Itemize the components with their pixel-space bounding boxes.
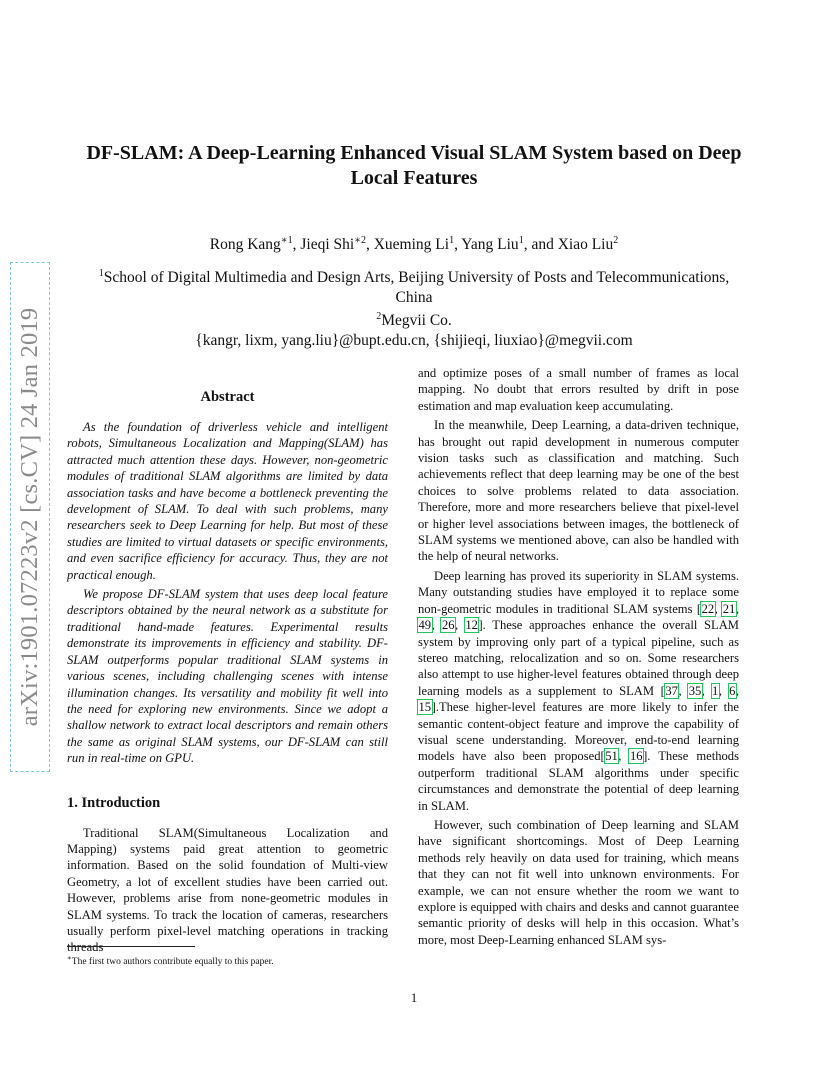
left-column [67,388,388,956]
citation-link[interactable]: 15 [418,700,432,715]
author-sep: , [365,236,374,254]
footnote-mark: ∗ [67,954,72,962]
abstract-paragraph-2: We propose DF-SLAM system that uses deep local feature descriptors obtained by the neural network as a substitute for traditional hand-made features. Experimental results demonstrate its improvements in efficiency and stability. DF-SLAM outperforms popular traditional SLAM systems in various scenes, including challenging scenes with intense illumination changes. Its versatility and mobility fit well into the need for exploring new environments. Since we adopt a shallow network to extract local descriptors and remain others the same as original SLAM systems, our DF-SLAM can still run in real-time on GPU. [67,587,388,766]
author-name: Xueming Li [373,236,450,254]
footnote [67,952,397,968]
citation-link[interactable]: 21 [722,601,736,616]
author-sep: , [454,236,462,254]
text-run: .These higher-level features are more likely to infer the semantic content-object feature and improve the capability of visual scene understanding. Moreover, end-to-end learning models have also been proposed [418,700,739,764]
text-run: Deep learning has proved its superiority in SLAM systems. Many outstanding studies have employed it to replace some non-geometric modules in traditional SLAM systems [418,568,739,616]
affiliation-2-text: Megvii Co. [381,312,452,330]
author-sep: , and [523,236,558,254]
body-paragraph-related-work: Deep learning has proved its superiority in SLAM systems. Many outstanding studies have employed it to replace some non-geometric modules in traditional SLAM systems [22, 21, 49, 26, 12]. These approaches enhance the overall SLAM system by improving only part of a typical pipeline, such as stereo matching, relocalization and so on. Some researchers also attempt to use higher-level features obtained through deep learning models as a supplement to SLAM [37, 35, 1, 6, 15].These higher-level features are more likely to infer the semantic content-object feature and improve the capability of visual scene understanding. Moreover, end-to-end learning models have also been proposed[51, 16]. These methods outperform traditional SLAM algorithms under specific circumstances and demonstrate the potential of deep learning in SLAM. [418,568,740,813]
page-number: 1 [410,990,418,1005]
citation-link[interactable]: 1 [712,683,719,698]
citation-link[interactable]: 51 [605,749,618,764]
affiliation-1 [70,264,758,288]
author-mark: 2 [613,235,619,246]
abstract-section [67,388,388,767]
author-mark: 1 [449,235,455,246]
right-column [418,365,739,948]
author-mark: 1 [518,235,524,246]
author-emails: {kangr, lixm, yang.liu}@bupt.edu.cn, {shijieqi, liuxiao}@megvii.com [195,331,633,349]
body-paragraph-continued: and optimize poses of a small number of frames as local mapping. No doubt that errors resulted by drift in pose estimation and map evaluation keep accumulating. [418,366,739,413]
citation-link[interactable]: 6 [729,683,736,698]
arxiv-stamp-text: arXiv:1901.07223v2 [cs.CV] 24 Jan 2019 [16,307,43,727]
paper-title [70,141,758,191]
affiliation-mark: 1 [98,268,104,279]
affiliation-2 [70,307,758,331]
author-name: Yang Liu [461,236,519,254]
citation-link[interactable]: 37 [665,683,678,698]
affiliations [70,264,758,350]
author-name: Rong Kang [209,236,281,254]
citation-link[interactable]: 22 [701,601,715,616]
citation-link[interactable]: 35 [688,683,702,698]
author-list [70,231,758,255]
citation-link[interactable]: 12 [465,618,478,633]
affiliation-1-country: China [395,288,433,306]
body-paragraph-deep-learning: In the meanwhile, Deep Learning, a data-driven technique, has brought out rapid development in numerous computer vision tasks such as classification and matching. Such achievements reflect that deep learning may be one of the best choices to solve problems related to data association. Therefore, more and more researchers believe that pixel-level or higher level associations between images, the bottleneck of SLAM systems we mentioned above, can also be handled with the help of neural networks. [418,418,739,564]
author-mark: ∗2 [354,235,366,246]
abstract-paragraph-1: As the foundation of driverless vehicle and intelligent robots, Simultaneous Localization and Mapping(SLAM) has attracted much attention these days. However, non-geometric modules of traditional SLAM algorithms are limited by data association tasks and have become a bottleneck preventing the development of SLAM. To deal with such problems, many researchers seek to Deep Learning for help. But most of these studies are limited to virtual datasets or specific environments, and even sacrifice efficiency for accuracy. Thus, they are not practical enough. [67,420,388,582]
body-paragraph-shortcomings: However, such combination of Deep learning and SLAM have significant shortcomings. Most of Deep Learning methods rely heavily on data used for training, which means that they can not fit well into unknown environments. For example, we can not ensure whether the room we want to explore is equipped with chairs and desks and cannot guarantee semantic priority of desks will help in this occasion. What’s more, most Deep-Learning enhanced SLAM sys- [418,817,739,947]
title-line-2: Local Features [350,167,478,189]
footnote-text: The first two authors contribute equally to this paper. [71,957,274,968]
introduction-heading: 1. Introduction [67,794,161,811]
author-mark: ∗1 [280,235,293,246]
author-sep: , [292,236,301,254]
citation-link[interactable]: 26 [441,618,455,633]
citation-link[interactable]: 49 [418,618,432,633]
text-run: . These methods outperform traditional SLAM algorithms under specific circumstances and demonstrate the potential of deep learning in SLAM. [418,749,740,813]
citation-link[interactable]: 16 [629,749,643,764]
affiliation-1-text: School of Digital Multimedia and Design Arts, Beijing University of Posts and Telecommunications, [103,269,730,287]
title-line-1: DF-SLAM: A Deep-Learning Enhanced Visual SLAM System based on Deep [86,142,742,164]
affiliation-mark: 2 [376,311,382,323]
text-run: . These approaches enhance the overall SLAM system by improving only part of a typical pipeline, such as stereo matching, relocalization and so on. Some researchers also attempt to use higher-level features obtained through deep learning models as a supplement to SLAM [418,618,740,698]
author-name: Xiao Liu [557,236,614,254]
author-name: Jieqi Shi [300,236,355,254]
footnote-rule [67,946,195,947]
introduction-paragraph-1: Traditional SLAM(Simultaneous Localization and Mapping) systems paid great attention to geometric information. Based on the solid foundation of Multi-view Geometry, a lot of excellent studies have been carried out. However, problems arise from none-geometric modules in SLAM systems. To track the location of cameras, researchers usually perform pixel-level matching operations in tracking threads [67,825,388,955]
abstract-heading: Abstract [200,389,255,405]
arxiv-stamp [10,262,50,772]
